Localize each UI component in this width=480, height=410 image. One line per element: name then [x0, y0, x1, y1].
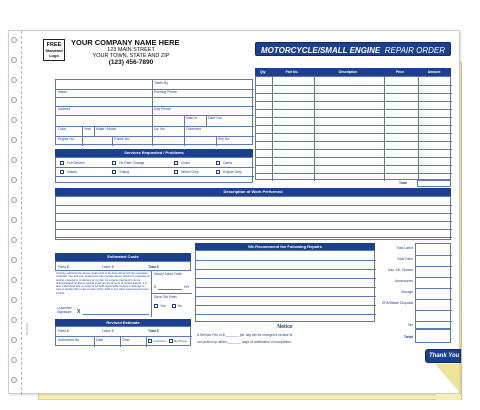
form-title	[255, 42, 451, 56]
grand-total-label: Total	[403, 334, 413, 339]
total-parts-label: Total Parts	[396, 257, 413, 261]
timing-checkbox[interactable]	[112, 170, 116, 174]
oil-filter-checkbox[interactable]	[112, 161, 116, 165]
taken-by-field[interactable]: Taken By	[154, 81, 168, 85]
services-checklist	[55, 157, 253, 183]
revised-labor-field[interactable]: Labor $	[102, 329, 114, 333]
col-description: Description	[338, 70, 358, 74]
hole-icon	[11, 97, 17, 103]
wheel-only-checkbox[interactable]	[174, 170, 178, 174]
logo-text: Logo	[49, 53, 59, 58]
valves-checkbox[interactable]	[60, 170, 64, 174]
by-phone-checkbox[interactable]	[169, 339, 173, 343]
company-city: YOUR TOWN, STATE AND ZIP	[92, 53, 170, 59]
full-service-label: Full Service	[67, 161, 85, 165]
form-title-main: MOTORCYCLE/SMALL ENGINE	[261, 46, 381, 55]
address-field[interactable]: Address	[58, 107, 71, 111]
col-price: Price	[395, 70, 405, 74]
chain-checkbox[interactable]	[174, 161, 178, 165]
recommend-lines[interactable]	[195, 250, 375, 322]
save-parts-yes-checkbox[interactable]	[154, 304, 158, 308]
authorization-text: I hereby authorize the above repair work to be done along with the necessary materials. You and your employees may operate above vehicle for purposes of testing, inspection, or delivery at my risk. An express mechanic's lien is acknowledged on above vehicle to secure the amount of repairs thereto. It is also understood that you will not be held responsible for loss or damage to cars or articles left in cars in case of fire, theft or any other cause beyond your control.	[56, 272, 150, 295]
hole-icon	[11, 197, 17, 203]
revised-header	[55, 319, 191, 326]
accessories-label: Accessories	[394, 279, 413, 283]
yes-label: Yes	[160, 304, 166, 308]
hole-icon	[11, 257, 17, 263]
chain-label: Chain	[181, 161, 190, 165]
services-header-label: Services Requested / Problems	[124, 150, 184, 155]
name-field[interactable]: Name	[58, 90, 68, 94]
hole-icon	[11, 297, 17, 303]
col-qty: Qty.	[259, 70, 267, 74]
day-phone-field[interactable]: Day Phone	[154, 107, 171, 111]
parts-total-label: Total	[399, 181, 407, 185]
signature-label: Customer Signature	[57, 307, 72, 314]
signature-line[interactable]	[83, 314, 149, 315]
frame-no-field[interactable]: Frame No.	[114, 137, 131, 141]
parts-table-header	[255, 68, 451, 76]
storage-label: Storage	[401, 290, 413, 294]
key-no-field[interactable]: Key No.	[218, 137, 231, 141]
evening-phone-field[interactable]: Evening Phone	[154, 90, 177, 94]
revised-time-field[interactable]: Time	[122, 338, 130, 342]
hole-icon	[11, 237, 17, 243]
work-performed-header	[55, 188, 451, 196]
year-field[interactable]: Year	[84, 127, 91, 131]
thank-you-tab: Thank You	[425, 349, 461, 363]
estimate-costs-row	[55, 261, 191, 271]
hole-icon	[11, 117, 17, 123]
estimate-labor-field[interactable]: Labor $	[102, 265, 114, 269]
notice-box	[195, 324, 375, 348]
revised-parts-field[interactable]: Parts $	[58, 329, 69, 333]
totals-column	[375, 243, 451, 347]
save-parts-no-checkbox[interactable]	[172, 304, 176, 308]
engine-no-field[interactable]: Engine No.	[58, 137, 75, 141]
signature-x: X	[77, 309, 81, 315]
notice-title: Notice	[277, 324, 293, 330]
hole-icon	[11, 217, 17, 223]
labor-rate-box	[151, 271, 191, 317]
save-old-parts-label: Save Old Parts	[154, 295, 177, 299]
revised-date-field[interactable]: Date	[96, 338, 104, 342]
authorized-by-field[interactable]: Authorized By	[58, 338, 80, 342]
epa-label: EPA/Waste Disposal	[382, 301, 413, 305]
customer-info-grid	[55, 79, 253, 145]
hourly-rate-input[interactable]	[158, 289, 182, 290]
hole-icon	[11, 37, 17, 43]
by-phone-label: By Phone	[174, 339, 188, 343]
company-street: 123 MAIN STREET	[107, 47, 155, 53]
engine-only-checkbox[interactable]	[216, 170, 220, 174]
logo-text: FREE	[46, 42, 62, 48]
carbs-checkbox[interactable]	[216, 161, 220, 165]
hourly-rate-label: Hourly Labor Rate	[154, 272, 182, 276]
work-performed-lines[interactable]	[55, 196, 451, 240]
revised-header-label: Revised Estimate	[106, 320, 140, 325]
wheel-only-label: Wheel Only	[181, 170, 199, 174]
perforation-line	[21, 31, 22, 395]
col-part-no: Part No.	[285, 70, 299, 74]
notice-line-1: A Service Fee of $ _______ per day will be charged if vehicle is	[197, 333, 293, 337]
work-performed-label: Description of Work Performed	[223, 189, 283, 194]
tax-label: Tax	[407, 323, 413, 327]
form-code: NOW123	[25, 322, 29, 335]
date-out-field[interactable]: Date Out	[208, 116, 222, 120]
no-label: No	[178, 304, 183, 308]
revised-total-field[interactable]: Total $	[148, 329, 159, 333]
form-title-sub: REPAIR ORDER	[384, 46, 446, 55]
estimate-total-field[interactable]: Total $	[148, 265, 159, 269]
company-name: YOUR COMPANY NAME HERE	[71, 38, 180, 47]
hole-icon	[11, 377, 17, 383]
grand-total-box[interactable]	[415, 329, 451, 343]
totals-boxes[interactable]	[415, 243, 451, 329]
hourly-rate-dollar: $	[154, 285, 156, 289]
hole-icon	[11, 57, 17, 63]
estimate-header-label: Estimated Costs	[107, 254, 139, 259]
page-curl-icon	[436, 364, 466, 400]
parts-total-box[interactable]	[417, 180, 451, 187]
authorization-text-box	[55, 271, 151, 305]
in-person-checkbox[interactable]	[148, 339, 152, 343]
notice-line-2: not picked up within _______ days of notification of completion.	[197, 340, 292, 344]
parts-table-body[interactable]	[255, 76, 451, 180]
hole-icon	[11, 177, 17, 183]
estimate-parts-field[interactable]: Parts $	[58, 265, 69, 269]
total-labor-label: Total Labor	[396, 246, 413, 250]
lic-no-field[interactable]: Lic. No.	[154, 127, 166, 131]
hole-icon	[11, 137, 17, 143]
recommend-header-label: We Recommend the Following Repairs	[248, 244, 322, 249]
oil-filter-label: Oil Filter Change	[119, 161, 145, 165]
hole-icon	[11, 77, 17, 83]
in-person-label: In Person	[153, 339, 166, 343]
carbs-label: Carbs	[223, 161, 233, 165]
valves-label: Valves	[67, 170, 77, 174]
date-in-field[interactable]: Date In	[186, 116, 197, 120]
engine-only-label: Engine Only	[223, 170, 242, 174]
hole-icon	[11, 317, 17, 323]
full-service-checkbox[interactable]	[60, 161, 64, 165]
col-amount: Amount	[427, 70, 441, 74]
odometer-field[interactable]: Odometer	[186, 127, 202, 131]
services-header	[55, 149, 253, 157]
hole-icon	[11, 157, 17, 163]
company-phone: (123) 456-7890	[108, 59, 154, 66]
hole-icon	[11, 277, 17, 283]
revised-estimate-box	[55, 326, 191, 346]
logo-text: Standard	[45, 48, 63, 53]
hr-label: HR	[184, 285, 189, 289]
recommend-header	[195, 243, 375, 250]
color-field[interactable]: Color	[58, 127, 67, 131]
make-model-field[interactable]: Make / Model	[96, 127, 117, 131]
timing-label: Timing	[119, 170, 130, 174]
repair-order-form	[8, 30, 460, 394]
gas-oil-label: Gas, Oil, Grease	[387, 268, 413, 272]
hole-icon	[11, 337, 17, 343]
estimate-header	[55, 253, 191, 261]
hole-icon	[11, 357, 17, 363]
company-logo	[43, 39, 65, 61]
